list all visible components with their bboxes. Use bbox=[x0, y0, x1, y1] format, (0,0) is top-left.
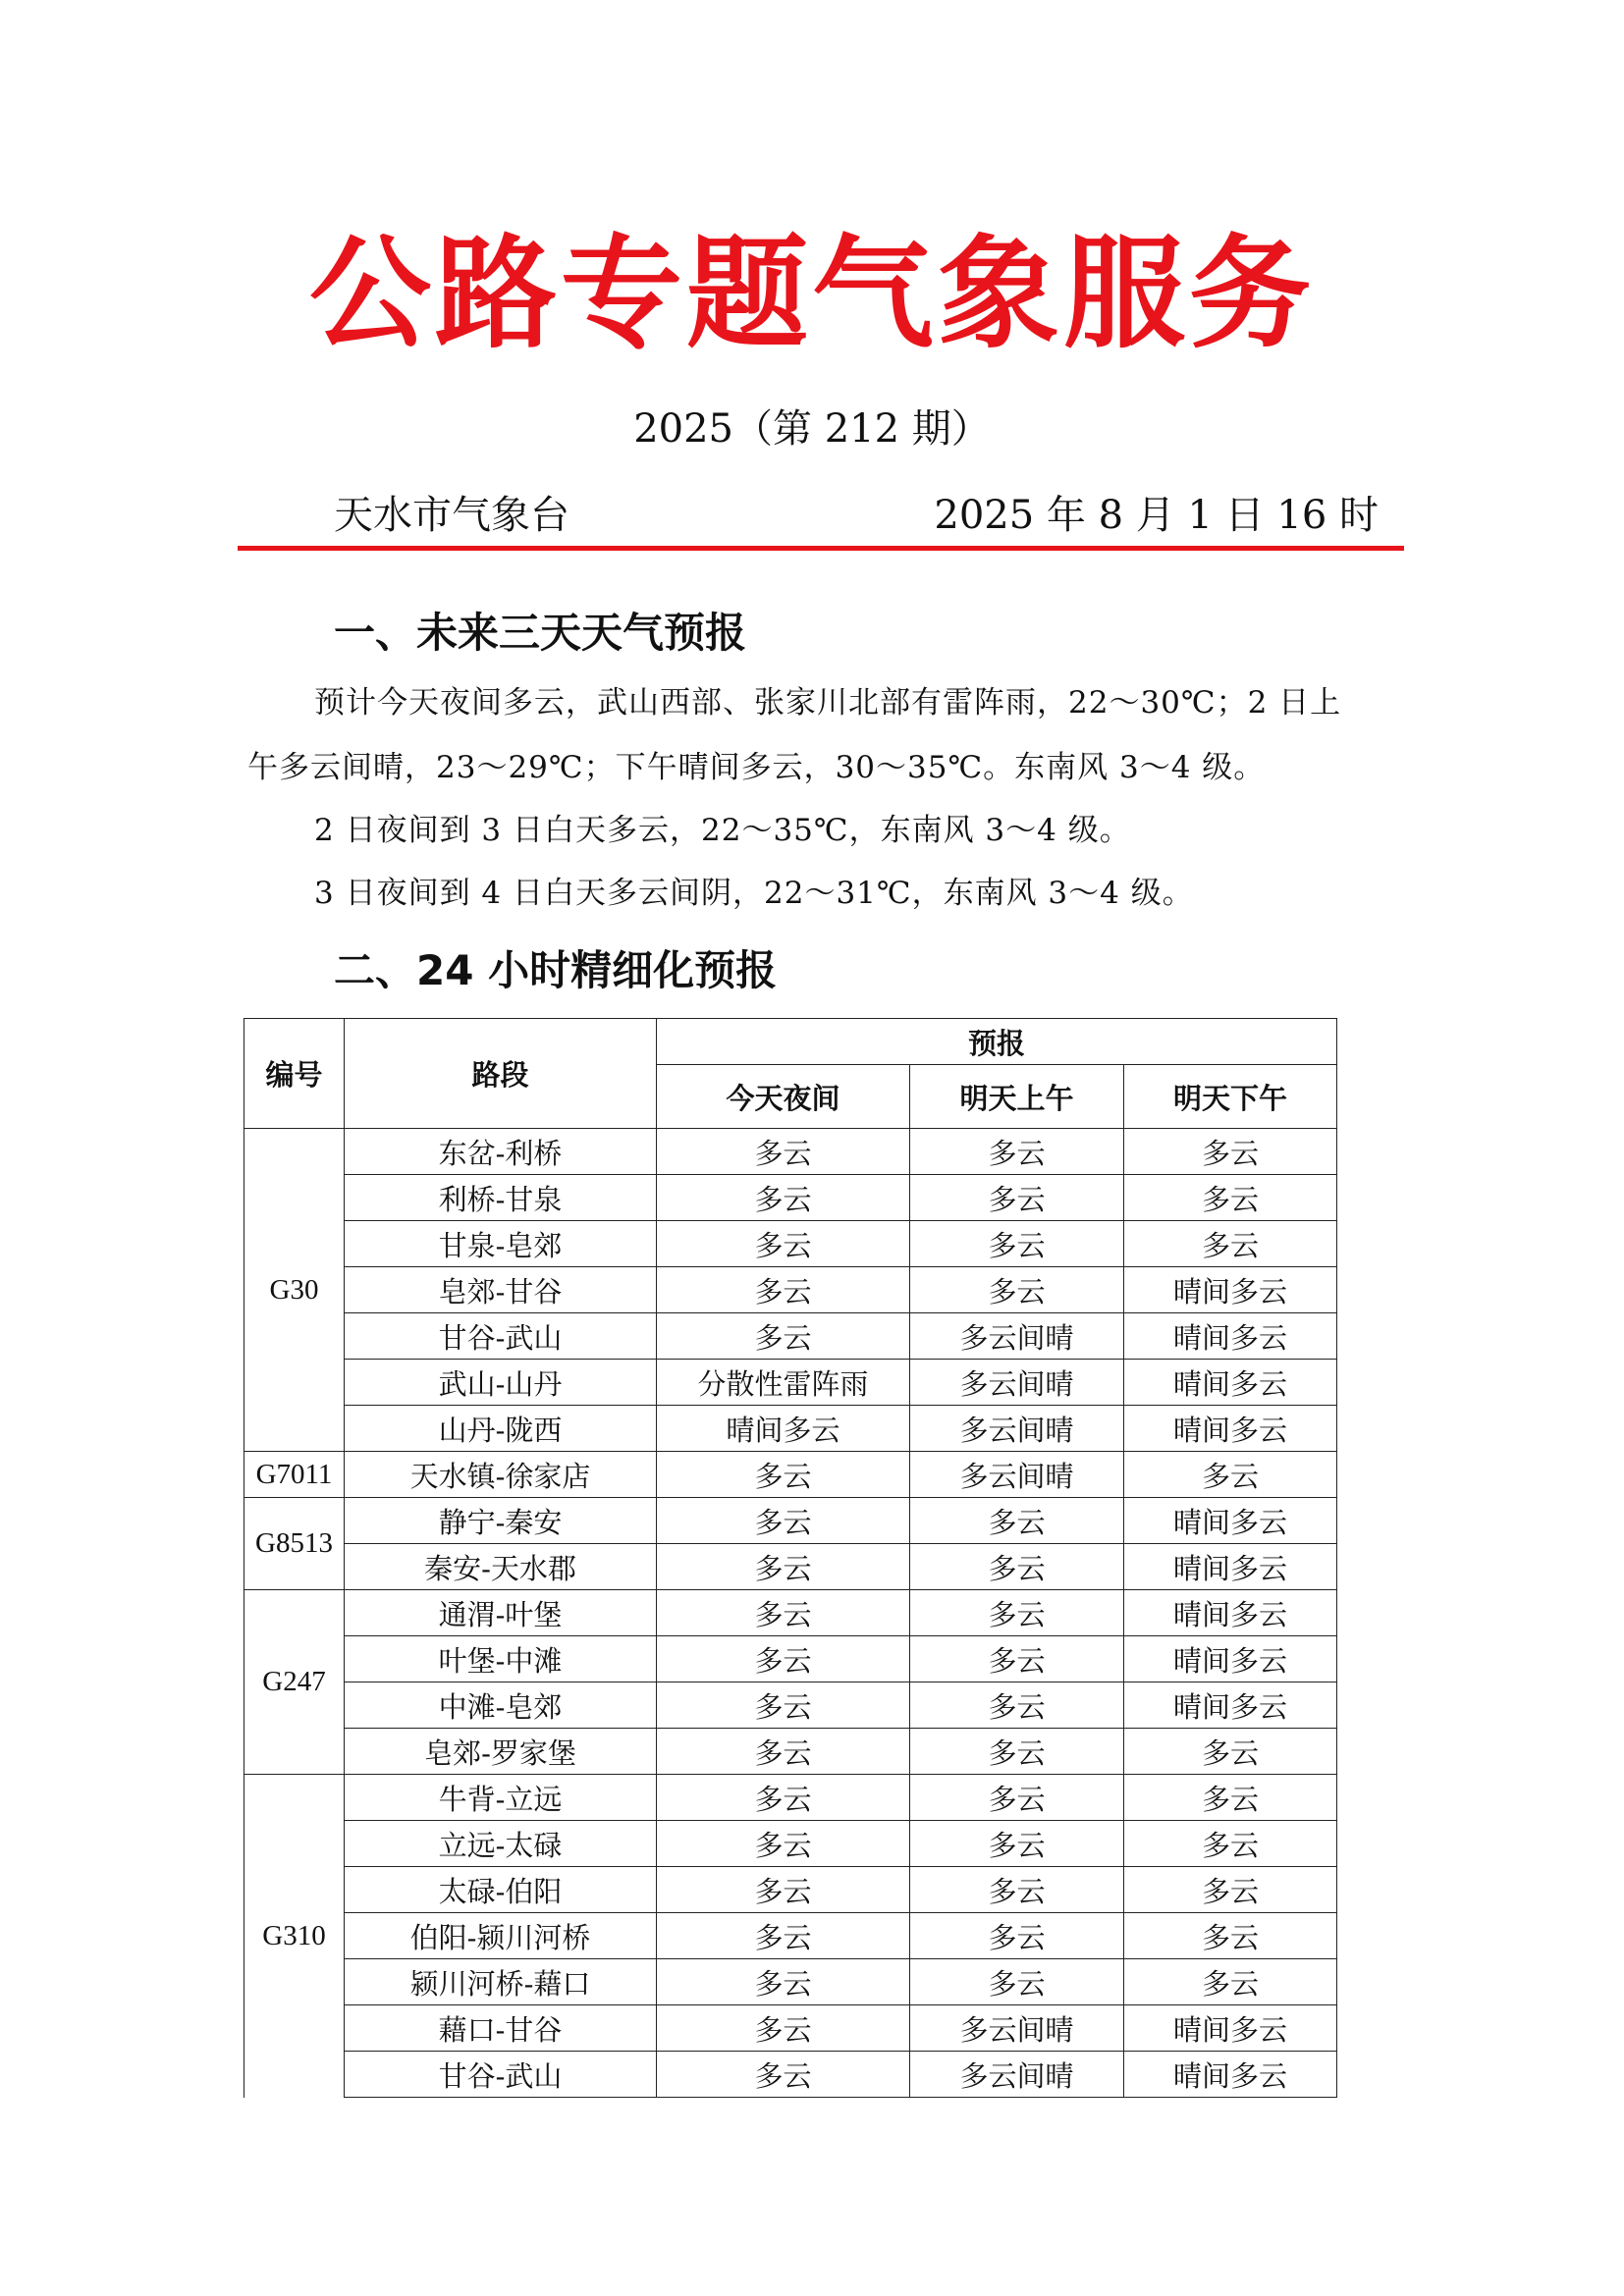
tomorrow-pm-cell: 晴间多云 bbox=[1124, 1590, 1337, 1636]
tomorrow-pm-cell: 晴间多云 bbox=[1124, 2005, 1337, 2052]
section-heading-24h-forecast: 二、24 小时精细化预报 bbox=[334, 946, 778, 994]
table-row bbox=[244, 1729, 1337, 1775]
paragraph: 2 日夜间到 3 日白天多云，22～35℃，东南风 3～4 级。 bbox=[314, 813, 1131, 848]
forecast-table-body bbox=[244, 1129, 1337, 2098]
table-row bbox=[244, 1313, 1337, 1360]
tomorrow-am-cell: 多云 bbox=[910, 1590, 1124, 1636]
tonight-cell: 多云 bbox=[657, 1590, 910, 1636]
tonight-cell: 多云 bbox=[657, 1682, 910, 1729]
tonight-cell: 多云 bbox=[657, 1498, 910, 1544]
tomorrow-am-cell: 多云 bbox=[910, 1267, 1124, 1313]
table-row bbox=[244, 2052, 1337, 2098]
table-row bbox=[244, 1452, 1337, 1498]
tomorrow-pm-cell: 晴间多云 bbox=[1124, 1682, 1337, 1729]
tonight-cell: 多云 bbox=[657, 1729, 910, 1775]
issuing-organization: 天水市气象台 bbox=[334, 493, 569, 538]
paragraph-line: 预计今天夜间多云，武山西部、张家川北部有雷阵雨，22～30℃；2 日上 bbox=[314, 685, 1342, 721]
segment-cell: 秦安-天水郡 bbox=[345, 1544, 657, 1590]
tomorrow-pm-cell: 多云 bbox=[1124, 1913, 1337, 1959]
tonight-cell: 多云 bbox=[657, 1867, 910, 1913]
issue-date: 2025 年 8 月 1 日 16 时 bbox=[934, 493, 1379, 538]
segment-cell: 静宁-秦安 bbox=[345, 1498, 657, 1544]
tomorrow-am-cell: 多云 bbox=[910, 1636, 1124, 1682]
tomorrow-am-cell: 多云 bbox=[910, 1729, 1124, 1775]
paragraph: 3 日夜间到 4 日白天多云间阴，22～31℃，东南风 3～4 级。 bbox=[314, 876, 1194, 911]
tonight-cell: 多云 bbox=[657, 1175, 910, 1221]
forecast-table bbox=[244, 1018, 1337, 2098]
tomorrow-am-cell: 多云间晴 bbox=[910, 2052, 1124, 2098]
tomorrow-am-cell: 多云 bbox=[910, 1682, 1124, 1729]
paragraph-line: 午多云间晴，23～29℃；下午晴间多云，30～35℃。东南风 3～4 级。 bbox=[247, 750, 1266, 785]
tomorrow-pm-cell: 晴间多云 bbox=[1124, 1360, 1337, 1406]
segment-cell: 甘谷-武山 bbox=[345, 1313, 657, 1360]
tomorrow-pm-cell: 晴间多云 bbox=[1124, 1498, 1337, 1544]
tomorrow-pm-cell: 晴间多云 bbox=[1124, 1636, 1337, 1682]
road-code-cell: G7011 bbox=[244, 1452, 345, 1498]
table-row bbox=[244, 1682, 1337, 1729]
tomorrow-pm-cell: 多云 bbox=[1124, 1867, 1337, 1913]
segment-cell: 藉口-甘谷 bbox=[345, 2005, 657, 2052]
road-code-cell: G247 bbox=[244, 1590, 345, 1775]
tomorrow-pm-cell: 多云 bbox=[1124, 1959, 1337, 2005]
segment-cell: 皂郊-甘谷 bbox=[345, 1267, 657, 1313]
table-row bbox=[244, 1129, 1337, 1175]
tonight-cell: 多云 bbox=[657, 1959, 910, 2005]
tomorrow-am-cell: 多云 bbox=[910, 1498, 1124, 1544]
segment-cell: 天水镇-徐家店 bbox=[345, 1452, 657, 1498]
column-header-tomorrow-pm: 明天下午 bbox=[1124, 1065, 1337, 1129]
tomorrow-pm-cell: 多云 bbox=[1124, 1452, 1337, 1498]
road-code-cell: G30 bbox=[244, 1129, 345, 1452]
table-row bbox=[244, 1867, 1337, 1913]
tomorrow-pm-cell: 晴间多云 bbox=[1124, 1544, 1337, 1590]
tomorrow-am-cell: 多云 bbox=[910, 1959, 1124, 2005]
tomorrow-pm-cell: 多云 bbox=[1124, 1175, 1337, 1221]
tomorrow-am-cell: 多云间晴 bbox=[910, 2005, 1124, 2052]
road-code-cell: G8513 bbox=[244, 1498, 345, 1590]
tomorrow-am-cell: 多云 bbox=[910, 1544, 1124, 1590]
tomorrow-am-cell: 多云间晴 bbox=[910, 1360, 1124, 1406]
table-row bbox=[244, 1498, 1337, 1544]
tonight-cell: 多云 bbox=[657, 1221, 910, 1267]
tomorrow-pm-cell: 晴间多云 bbox=[1124, 1406, 1337, 1452]
tomorrow-am-cell: 多云间晴 bbox=[910, 1452, 1124, 1498]
segment-cell: 甘谷-武山 bbox=[345, 2052, 657, 2098]
column-header-tonight: 今天夜间 bbox=[657, 1065, 910, 1129]
segment-cell: 太碌-伯阳 bbox=[345, 1867, 657, 1913]
tonight-cell: 多云 bbox=[657, 1129, 910, 1175]
tomorrow-am-cell: 多云 bbox=[910, 1221, 1124, 1267]
tonight-cell: 多云 bbox=[657, 1267, 910, 1313]
tonight-cell: 多云 bbox=[657, 2052, 910, 2098]
segment-cell: 山丹-陇西 bbox=[345, 1406, 657, 1452]
tomorrow-am-cell: 多云间晴 bbox=[910, 1406, 1124, 1452]
column-header-tomorrow-am: 明天上午 bbox=[910, 1065, 1124, 1129]
tomorrow-am-cell: 多云 bbox=[910, 1913, 1124, 1959]
tomorrow-pm-cell: 多云 bbox=[1124, 1221, 1337, 1267]
segment-cell: 牛背-立远 bbox=[345, 1775, 657, 1821]
section-heading-forecast-3day: 一、未来三天天气预报 bbox=[334, 609, 747, 657]
segment-cell: 叶堡-中滩 bbox=[345, 1636, 657, 1682]
table-row bbox=[244, 1360, 1337, 1406]
tomorrow-am-cell: 多云 bbox=[910, 1867, 1124, 1913]
issue-number: 2025（第 212 期） bbox=[633, 406, 991, 452]
tomorrow-am-cell: 多云间晴 bbox=[910, 1313, 1124, 1360]
table-row bbox=[244, 1913, 1337, 1959]
tonight-cell: 多云 bbox=[657, 2005, 910, 2052]
segment-cell: 通渭-叶堡 bbox=[345, 1590, 657, 1636]
table-row bbox=[244, 1544, 1337, 1590]
tonight-cell: 多云 bbox=[657, 1452, 910, 1498]
segment-cell: 颍川河桥-藉口 bbox=[345, 1959, 657, 2005]
table-row bbox=[244, 1175, 1337, 1221]
column-header-segment: 路段 bbox=[345, 1019, 657, 1129]
segment-cell: 中滩-皂郊 bbox=[345, 1682, 657, 1729]
tomorrow-am-cell: 多云 bbox=[910, 1775, 1124, 1821]
tomorrow-pm-cell: 多云 bbox=[1124, 1129, 1337, 1175]
segment-cell: 武山-山丹 bbox=[345, 1360, 657, 1406]
tomorrow-pm-cell: 晴间多云 bbox=[1124, 1313, 1337, 1360]
tomorrow-pm-cell: 晴间多云 bbox=[1124, 1267, 1337, 1313]
tonight-cell: 多云 bbox=[657, 1636, 910, 1682]
table-row bbox=[244, 2005, 1337, 2052]
table-row bbox=[244, 1821, 1337, 1867]
tomorrow-am-cell: 多云 bbox=[910, 1129, 1124, 1175]
header-divider bbox=[238, 546, 1404, 551]
table-row bbox=[244, 1775, 1337, 1821]
column-header-code: 编号 bbox=[244, 1019, 345, 1129]
segment-cell: 利桥-甘泉 bbox=[345, 1175, 657, 1221]
segment-cell: 立远-太碌 bbox=[345, 1821, 657, 1867]
tomorrow-pm-cell: 多云 bbox=[1124, 1775, 1337, 1821]
table-row bbox=[244, 1267, 1337, 1313]
table-row bbox=[244, 1636, 1337, 1682]
table-row bbox=[244, 1221, 1337, 1267]
table-row bbox=[244, 1959, 1337, 2005]
tomorrow-pm-cell: 多云 bbox=[1124, 1729, 1337, 1775]
tonight-cell: 多云 bbox=[657, 1313, 910, 1360]
segment-cell: 甘泉-皂郊 bbox=[345, 1221, 657, 1267]
tomorrow-am-cell: 多云 bbox=[910, 1821, 1124, 1867]
segment-cell: 皂郊-罗家堡 bbox=[345, 1729, 657, 1775]
tonight-cell: 分散性雷阵雨 bbox=[657, 1360, 910, 1406]
road-code-cell: G310 bbox=[244, 1775, 345, 2098]
tonight-cell: 多云 bbox=[657, 1544, 910, 1590]
column-header-forecast: 预报 bbox=[657, 1019, 1337, 1065]
table-row bbox=[244, 1590, 1337, 1636]
tonight-cell: 多云 bbox=[657, 1821, 910, 1867]
segment-cell: 东岔-利桥 bbox=[345, 1129, 657, 1175]
tomorrow-pm-cell: 多云 bbox=[1124, 1821, 1337, 1867]
tonight-cell: 晴间多云 bbox=[657, 1406, 910, 1452]
masthead-title: 公路专题气象服务 bbox=[308, 223, 1315, 365]
segment-cell: 伯阳-颍川河桥 bbox=[345, 1913, 657, 1959]
tomorrow-pm-cell: 晴间多云 bbox=[1124, 2052, 1337, 2098]
tonight-cell: 多云 bbox=[657, 1913, 910, 1959]
tomorrow-am-cell: 多云 bbox=[910, 1175, 1124, 1221]
table-row bbox=[244, 1406, 1337, 1452]
tonight-cell: 多云 bbox=[657, 1775, 910, 1821]
